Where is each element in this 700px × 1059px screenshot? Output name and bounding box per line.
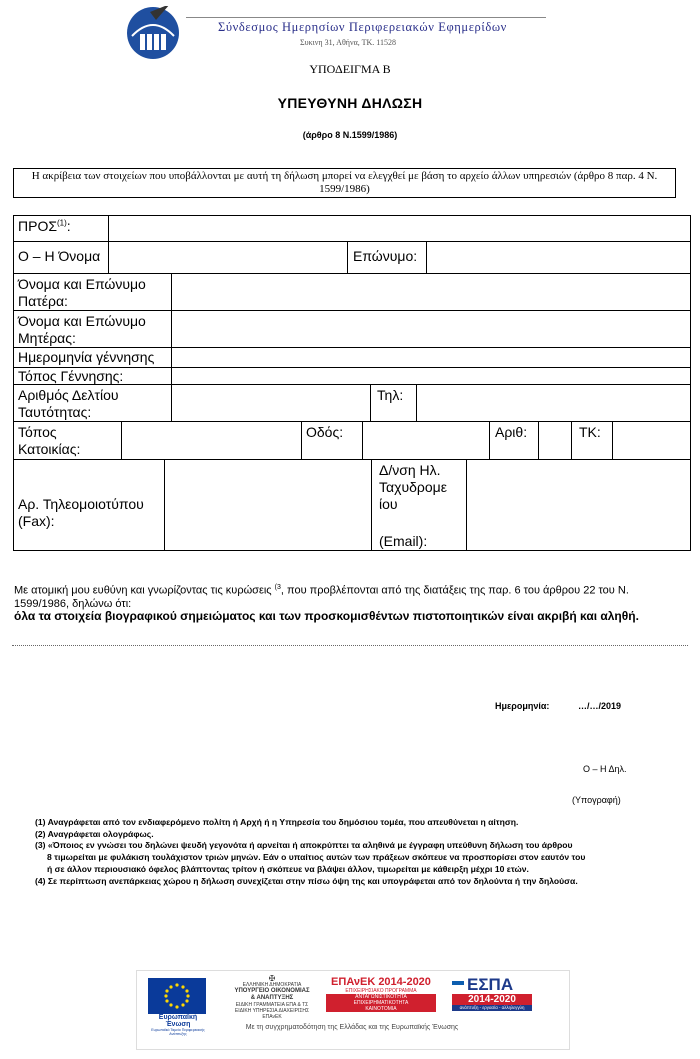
- footnote-4: (4) Σε περίπτωση ανεπάρκειας χώρου η δήλωση συνεχίζεται στην πίσω όψη της και υπογράφεται από τον δηλούντα ή την δηλούσα.: [35, 875, 578, 886]
- father-name-field[interactable]: [172, 274, 690, 310]
- fax-label: Αρ. Τηλεομοιοτύπου (Fax):: [18, 496, 144, 529]
- phone-label: Τηλ:: [377, 387, 404, 403]
- espa-logo: ΕΣΠΑ 2014-2020 ανάπτυξη - εργασία - αλληλεγγύη: [452, 976, 532, 1011]
- email-address-label: Δ/νση Ηλ. Ταχυδρομε ίου: [379, 462, 447, 512]
- eu-flag-icon: [148, 978, 206, 1014]
- espa-flag-icon: [452, 981, 464, 989]
- ministry-logo: ✠ ΕΛΛΗΝΙΚΗ ΔΗΜΟΚΡΑΤΙΑ ΥΠΟΥΡΓΕΙΟ ΟΙΚΟΝΟΜΙΑΣ & ΑΝΑΠΤΥΞΗΣ ΕΙΔΙΚΗ ΓΡΑΜΜΑΤΕΙΑ ΕΠΑ & ΤΣ ΕΙΔΙΚΗ ΥΠΗΡΕΣΙΑ ΔΙΑΧΕΙΡΙΣΗΣ ΕΠΑνΕΚ: [232, 976, 312, 1020]
- number-field[interactable]: [539, 422, 571, 459]
- postcode-label: ΤΚ:: [579, 424, 601, 440]
- cofunding-text: Με τη συγχρηματοδότηση της Ελλάδας και της Ευρωπαϊκής Ένωσης: [245, 1024, 459, 1031]
- birthdate-field[interactable]: [172, 348, 690, 367]
- footnote-1: (1) Αναγράφεται από τον ενδιαφερόμενο πολίτη ή Αρχή ή η Υπηρεσία του δημόσιου τομέα, που απευθύνεται η αίτηση.: [35, 817, 519, 827]
- eu-label: Ευρωπαϊκή Ένωση Ευρωπαϊκό Ταμείο Περιφερειακής Ανάπτυξης: [151, 1014, 205, 1036]
- email-label: (Email):: [379, 533, 428, 549]
- accuracy-notice: Η ακρίβεια των στοιχείων που υποβάλλονται με αυτή τη δήλωση μπορεί να ελεγχθεί με βάση το αρχείο άλλων υπηρεσιών (άρθρο 8 παρ. 4 Ν. 1599/1986): [13, 168, 676, 198]
- model-label: ΥΠΟΔΕΙΓΜΑ Β: [309, 62, 391, 76]
- signature-label: (Υπογραφή): [572, 795, 621, 805]
- street-field[interactable]: [363, 422, 489, 459]
- mother-name-label: Όνομα και Επώνυμο Μητέρας:: [18, 313, 146, 346]
- footnote-3-cont: 8 τιμωρείται με φυλάκιση τουλάχιστον τριών μηνών. Εάν ο υπαίτιος αυτών των πράξεων σκόπευε να προσπορίσει στον εαυτόν του: [47, 852, 586, 863]
- greek-emblem-icon: ✠: [268, 974, 276, 983]
- association-logo: [126, 6, 180, 60]
- father-name-label: Όνομα και Επώνυμο Πατέρα:: [18, 276, 146, 309]
- residence-label: Τόπος Κατοικίας:: [18, 424, 81, 457]
- surname-label: Επώνυμο:: [353, 248, 418, 264]
- number-label: Αριθ:: [495, 424, 528, 440]
- footnotes: [35, 817, 655, 887]
- postcode-field[interactable]: [613, 422, 690, 459]
- recipient-label: ΠΡΟΣ$^{(1)}$:: [18, 218, 71, 234]
- id-number-field[interactable]: [172, 385, 370, 421]
- declarant-label: Ο – Η Δηλ.: [583, 764, 627, 774]
- epanek-logo: ΕΠΑνΕΚ 2014-2020 ΕΠΙΧΕΙΡΗΣΙΑΚΟ ΠΡΟΓΡΑΜΜΑ ΑΝΤΑΓΩΝΙΣΤΙΚΟΤΗΤΑ ΕΠΙΧΕΙΡΗΜΑΤΙΚΟΤΗΤΑ ΚΑΙΝΟΤΟΜΙΑ: [326, 976, 436, 1012]
- statement-intro: Με ατομική μου ευθύνη και γνωρίζοντας τις κυρώσεις $^{(3}$, που προβλέπονται από της διατάξεις της παρ. 6 του άρθρου 22 του Ν. 1599/1986, δηλώνω ότι:: [14, 584, 629, 610]
- statement-declaration: όλα τα στοιχεία βιογραφικού σημειώματος και των προσκομισθέντων πιστοποιητικών είναι ακριβή και αληθή.: [14, 609, 639, 623]
- footnote-3: (3) «Όποιος εν γνώσει του δηλώνει ψευδή γεγονότα ή αρνείται ή αποκρύπτει τα αληθινά με έγγραφη υπεύθυνη δήλωση του άρθρου: [35, 840, 573, 851]
- id-number-label: Αριθμός Δελτίου Ταυτότητας:: [18, 387, 119, 420]
- mother-name-field[interactable]: [172, 311, 690, 347]
- first-name-field[interactable]: [109, 242, 347, 273]
- recipient-field[interactable]: [109, 216, 690, 241]
- footnote-2: (2) Αναγράφεται ολογράφως.: [35, 828, 154, 839]
- fax-field[interactable]: [165, 460, 371, 550]
- residence-field[interactable]: [122, 422, 301, 459]
- org-name: Σύνδεσμος Ημερησίων Περιφερειακών Εφημερίδων: [218, 20, 507, 34]
- birthplace-label: Τόπος Γέννησης:: [18, 368, 124, 384]
- header-rule: [186, 17, 546, 18]
- street-label: Οδός:: [306, 424, 344, 440]
- first-name-label: Ο – Η Όνομα: [18, 248, 101, 264]
- date-value[interactable]: …/…/2019: [578, 701, 622, 711]
- surname-field[interactable]: [427, 242, 690, 273]
- document-title: ΥΠΕΥΘΥΝΗ ΔΗΛΩΣΗ: [277, 95, 423, 111]
- footnote-3-cont: ή σε άλλον περιουσιακό όφελος βλάπτοντας τρίτον ή σκόπευε να βλάψει άλλον, τιμωρείται με κάθειρξη μέχρι 10 ετών.: [47, 863, 529, 874]
- birthdate-label: Ημερομηνία γέννησης: [18, 349, 155, 365]
- dotted-separator: [12, 645, 688, 646]
- date-label: Ημερομηνία:: [495, 701, 550, 711]
- email-field[interactable]: [467, 460, 690, 550]
- law-reference: (άρθρο 8 Ν.1599/1986): [302, 130, 398, 140]
- phone-field[interactable]: [417, 385, 690, 421]
- birthplace-field[interactable]: [172, 368, 690, 384]
- org-address: Συκινη 31, Αθήνα, ΤΚ. 11528: [300, 38, 396, 47]
